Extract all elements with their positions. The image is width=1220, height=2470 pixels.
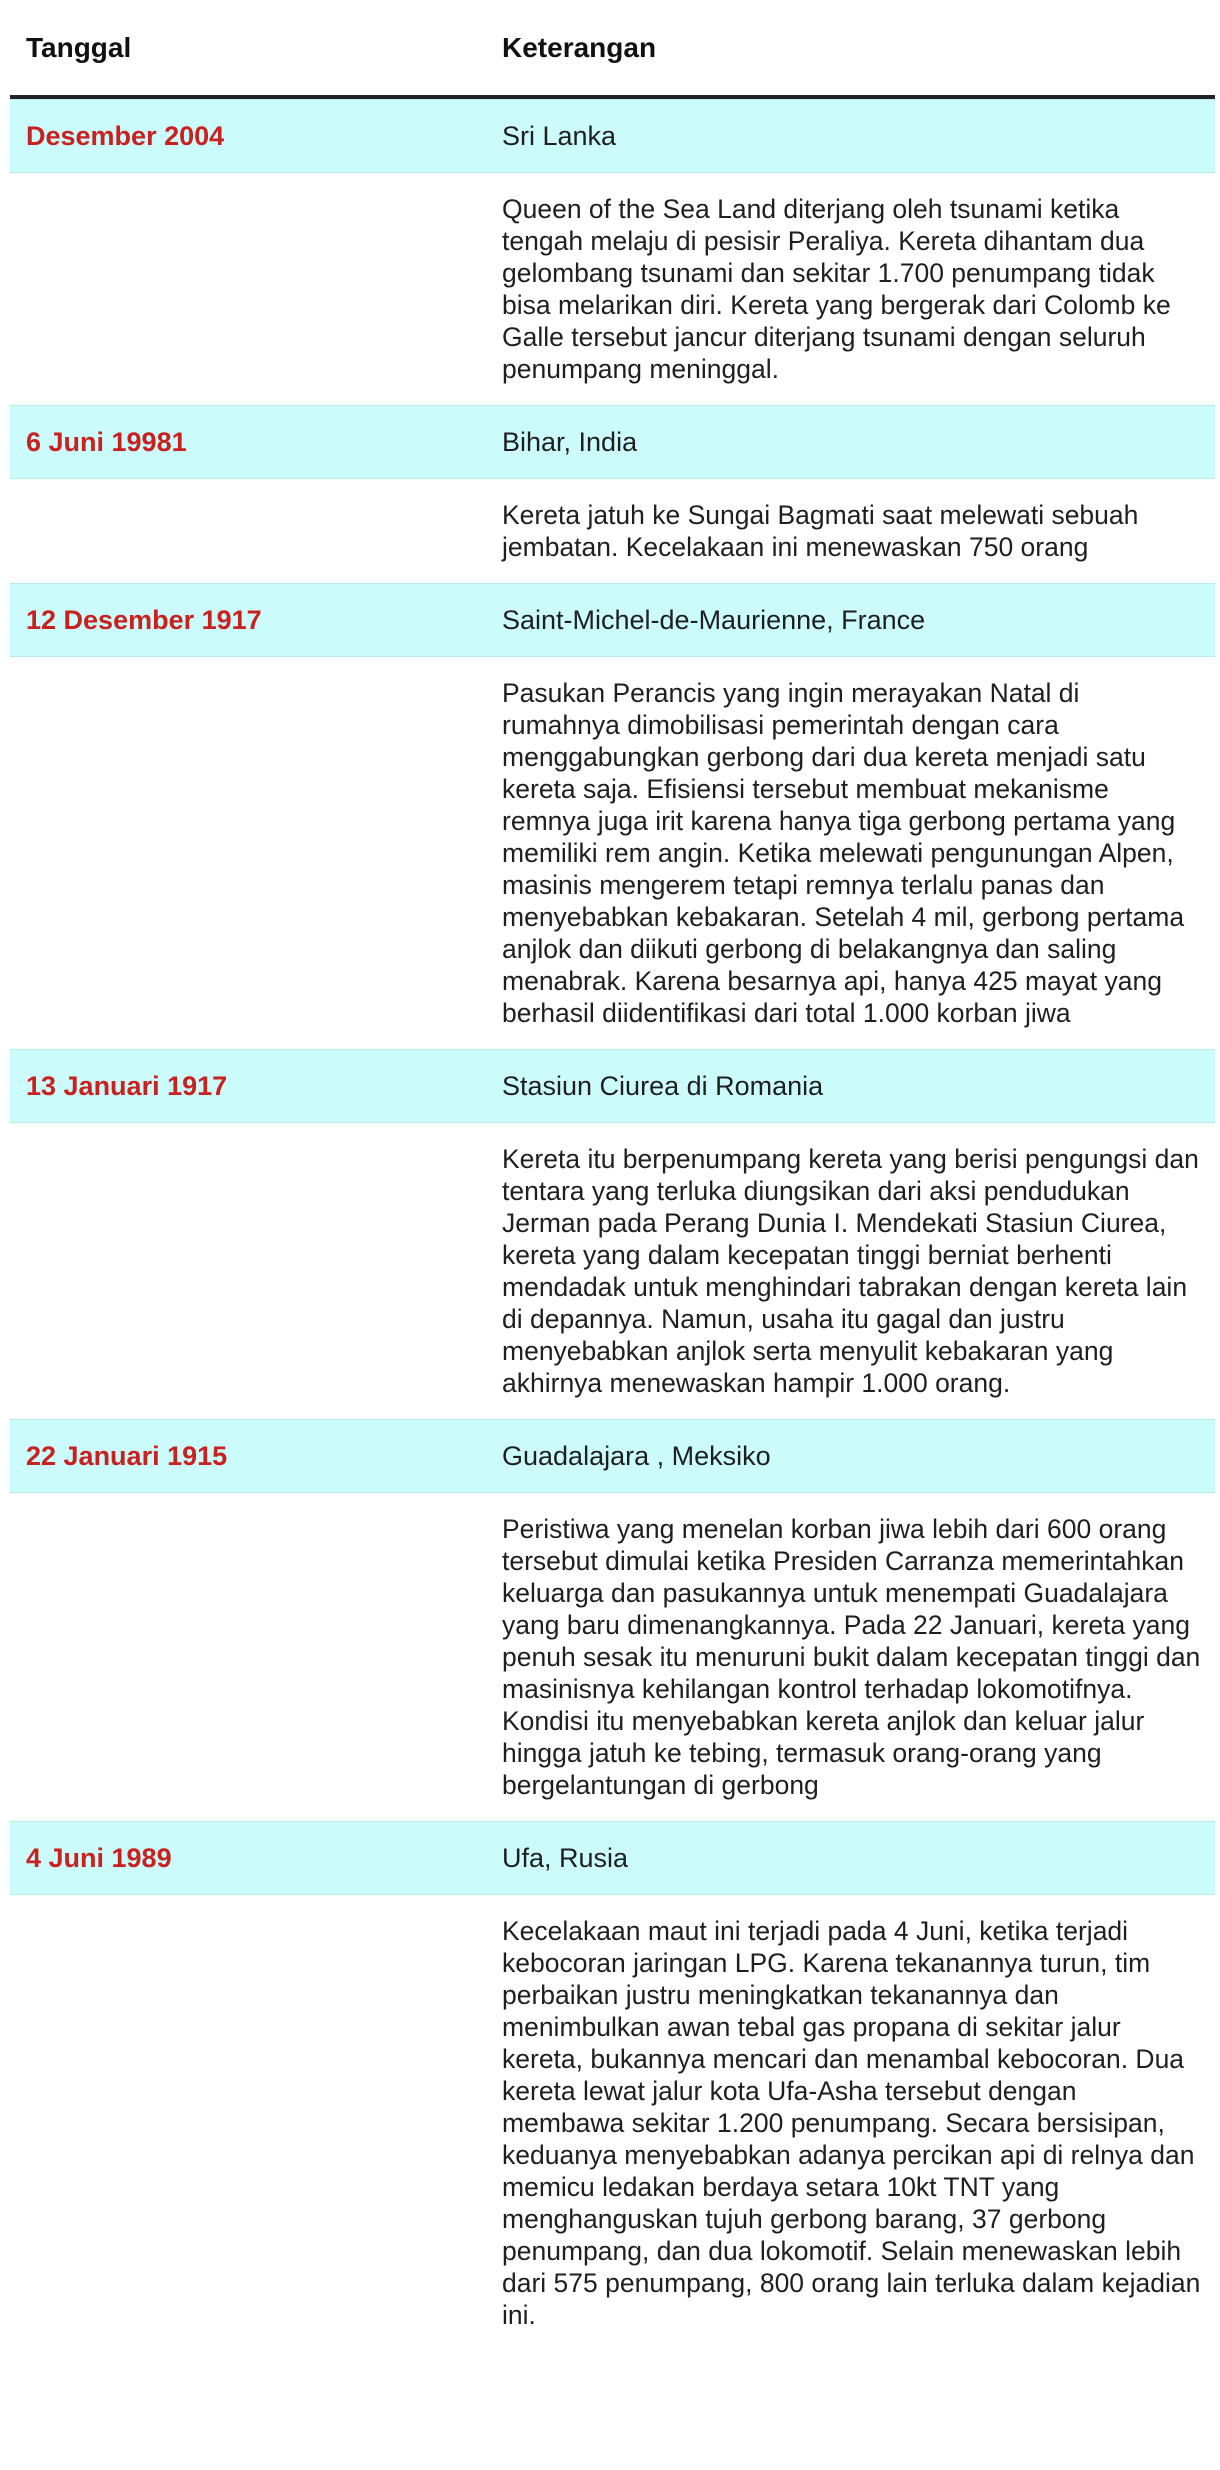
entry-date: 4 Juni 1989 — [26, 1842, 172, 1873]
entry-header-row — [10, 1821, 1215, 1895]
entry-detail-row — [10, 1895, 1215, 2351]
header-date: Tanggal — [26, 31, 132, 63]
entry-location: Sri Lanka — [502, 120, 617, 151]
entry-date: 22 Januari 1915 — [26, 1440, 228, 1471]
table-entry — [10, 1049, 1215, 1419]
entry-location: Saint-Michel-de-Maurienne, France — [502, 604, 926, 635]
entry-detail-row — [10, 173, 1215, 405]
accident-table — [10, 0, 1215, 2351]
entry-detail: Kecelakaan maut ini terjadi pada 4 Juni, ketika terjadi kebocoran jaringan LPG. Karena tekanannya turun, tim perbaikan justru meningkatkan tekanannya dan menimbulkan awan tebal gas propana di sekitar jalur kereta, bukannya mencari dan menambal kebocoran. Dua kereta lewat jalur kota Ufa-Asha tersebut dengan membawa sekitar 1.200 penumpang. Secara bersisipan, keduanya menyebabkan adanya percikan api di relnya dan memicu ledakan berdaya setara 10kt TNT yang menghanguskan tujuh gerbong barang, 37 gerbong penumpang, dan dua lokomotif. Selain menewaskan lebih dari 575 penumpang, 800 orang lain terluka dalam kejadian ini. — [502, 1916, 1201, 2330]
entry-date: 13 Januari 1917 — [26, 1070, 228, 1101]
entry-header-row — [10, 99, 1215, 173]
entry-location: Ufa, Rusia — [502, 1842, 629, 1873]
entry-detail-row — [10, 479, 1215, 583]
entry-location: Bihar, India — [502, 426, 638, 457]
entry-detail: Kereta jatuh ke Sungai Bagmati saat melewati sebuah jembatan. Kecelakaan ini menewaskan 750 orang — [502, 500, 1139, 562]
entry-date: 12 Desember 1917 — [26, 604, 262, 635]
entry-location: Stasiun Ciurea di Romania — [502, 1070, 824, 1101]
empty-cell — [10, 499, 502, 563]
entry-header-row — [10, 1049, 1215, 1123]
entry-detail: Peristiwa yang menelan korban jiwa lebih dari 600 orang tersebut dimulai ketika Presiden Carranza memerintahkan keluarga dan pasukannya untuk menempati Guadalajara yang baru dimenangkannya. Pada 22 Januari, kereta yang penuh sesak itu menuruni bukit dalam kecepatan tinggi dan masinisnya kehilangan kontrol terhadap lokomotifnya. Kondisi itu menyebabkan kereta anjlok dan keluar jalur hingga jatuh ke tebing, termasuk orang-orang yang bergelantungan di gerbong — [502, 1514, 1201, 1800]
entry-date: 6 Juni 19981 — [26, 426, 187, 457]
entry-header-row — [10, 405, 1215, 479]
entry-detail: Pasukan Perancis yang ingin merayakan Natal di rumahnya dimobilisasi pemerintah dengan cara menggabungkan gerbong dari dua kereta menjadi satu kereta saja. Efisiensi tersebut membuat mekanisme remnya juga irit karena hanya tiga gerbong pertama yang memiliki rem angin. Ketika melewati pengunungan Alpen, masinis mengerem tetapi remnya terlalu panas dan menyebabkan kebakaran. Setelah 4 mil, gerbong pertama anjlok dan diikuti gerbong di belakangnya dan saling menabrak. Karena besarnya api, hanya 425 mayat yang berhasil diidentifikasi dari total 1.000 korban jiwa — [502, 678, 1185, 1028]
entry-detail-row — [10, 1493, 1215, 1821]
empty-cell — [10, 1915, 502, 2331]
entry-location: Guadalajara , Meksiko — [502, 1440, 771, 1471]
empty-cell — [10, 1143, 502, 1399]
entry-header-row — [10, 1419, 1215, 1493]
empty-cell — [10, 193, 502, 385]
entry-date: Desember 2004 — [26, 120, 225, 151]
entry-detail: Kereta itu berpenumpang kereta yang berisi pengungsi dan tentara yang terluka diungsikan dari aksi pendudukan Jerman pada Perang Dunia I. Mendekati Stasiun Ciurea, kereta yang dalam kecepatan tinggi berniat berhenti mendadak untuk menghindari tabrakan dengan kereta lain di depannya. Namun, usaha itu gagal dan justru menyebabkan anjlok serta menyulit kebakaran yang akhirnya menewaskan hampir 1.000 orang. — [502, 1144, 1199, 1398]
entry-detail-row — [10, 657, 1215, 1049]
table-entry — [10, 583, 1215, 1049]
entry-detail: Queen of the Sea Land diterjang oleh tsunami ketika tengah melaju di pesisir Peraliya. Kereta dihantam dua gelombang tsunami dan sekitar 1.700 penumpang tidak bisa melarikan diri. Kereta yang bergerak dari Colomb ke Galle tersebut jancur diterjang tsunami dengan seluruh penumpang meninggal. — [502, 194, 1171, 384]
empty-cell — [10, 1513, 502, 1801]
entry-header-row — [10, 583, 1215, 657]
table-entry — [10, 99, 1215, 405]
table-entry — [10, 1821, 1215, 2351]
table-entry — [10, 1419, 1215, 1821]
table-header — [10, 0, 1215, 99]
empty-cell — [10, 677, 502, 1029]
entry-detail-row — [10, 1123, 1215, 1419]
table-entry — [10, 405, 1215, 583]
header-description: Keterangan — [502, 31, 657, 63]
